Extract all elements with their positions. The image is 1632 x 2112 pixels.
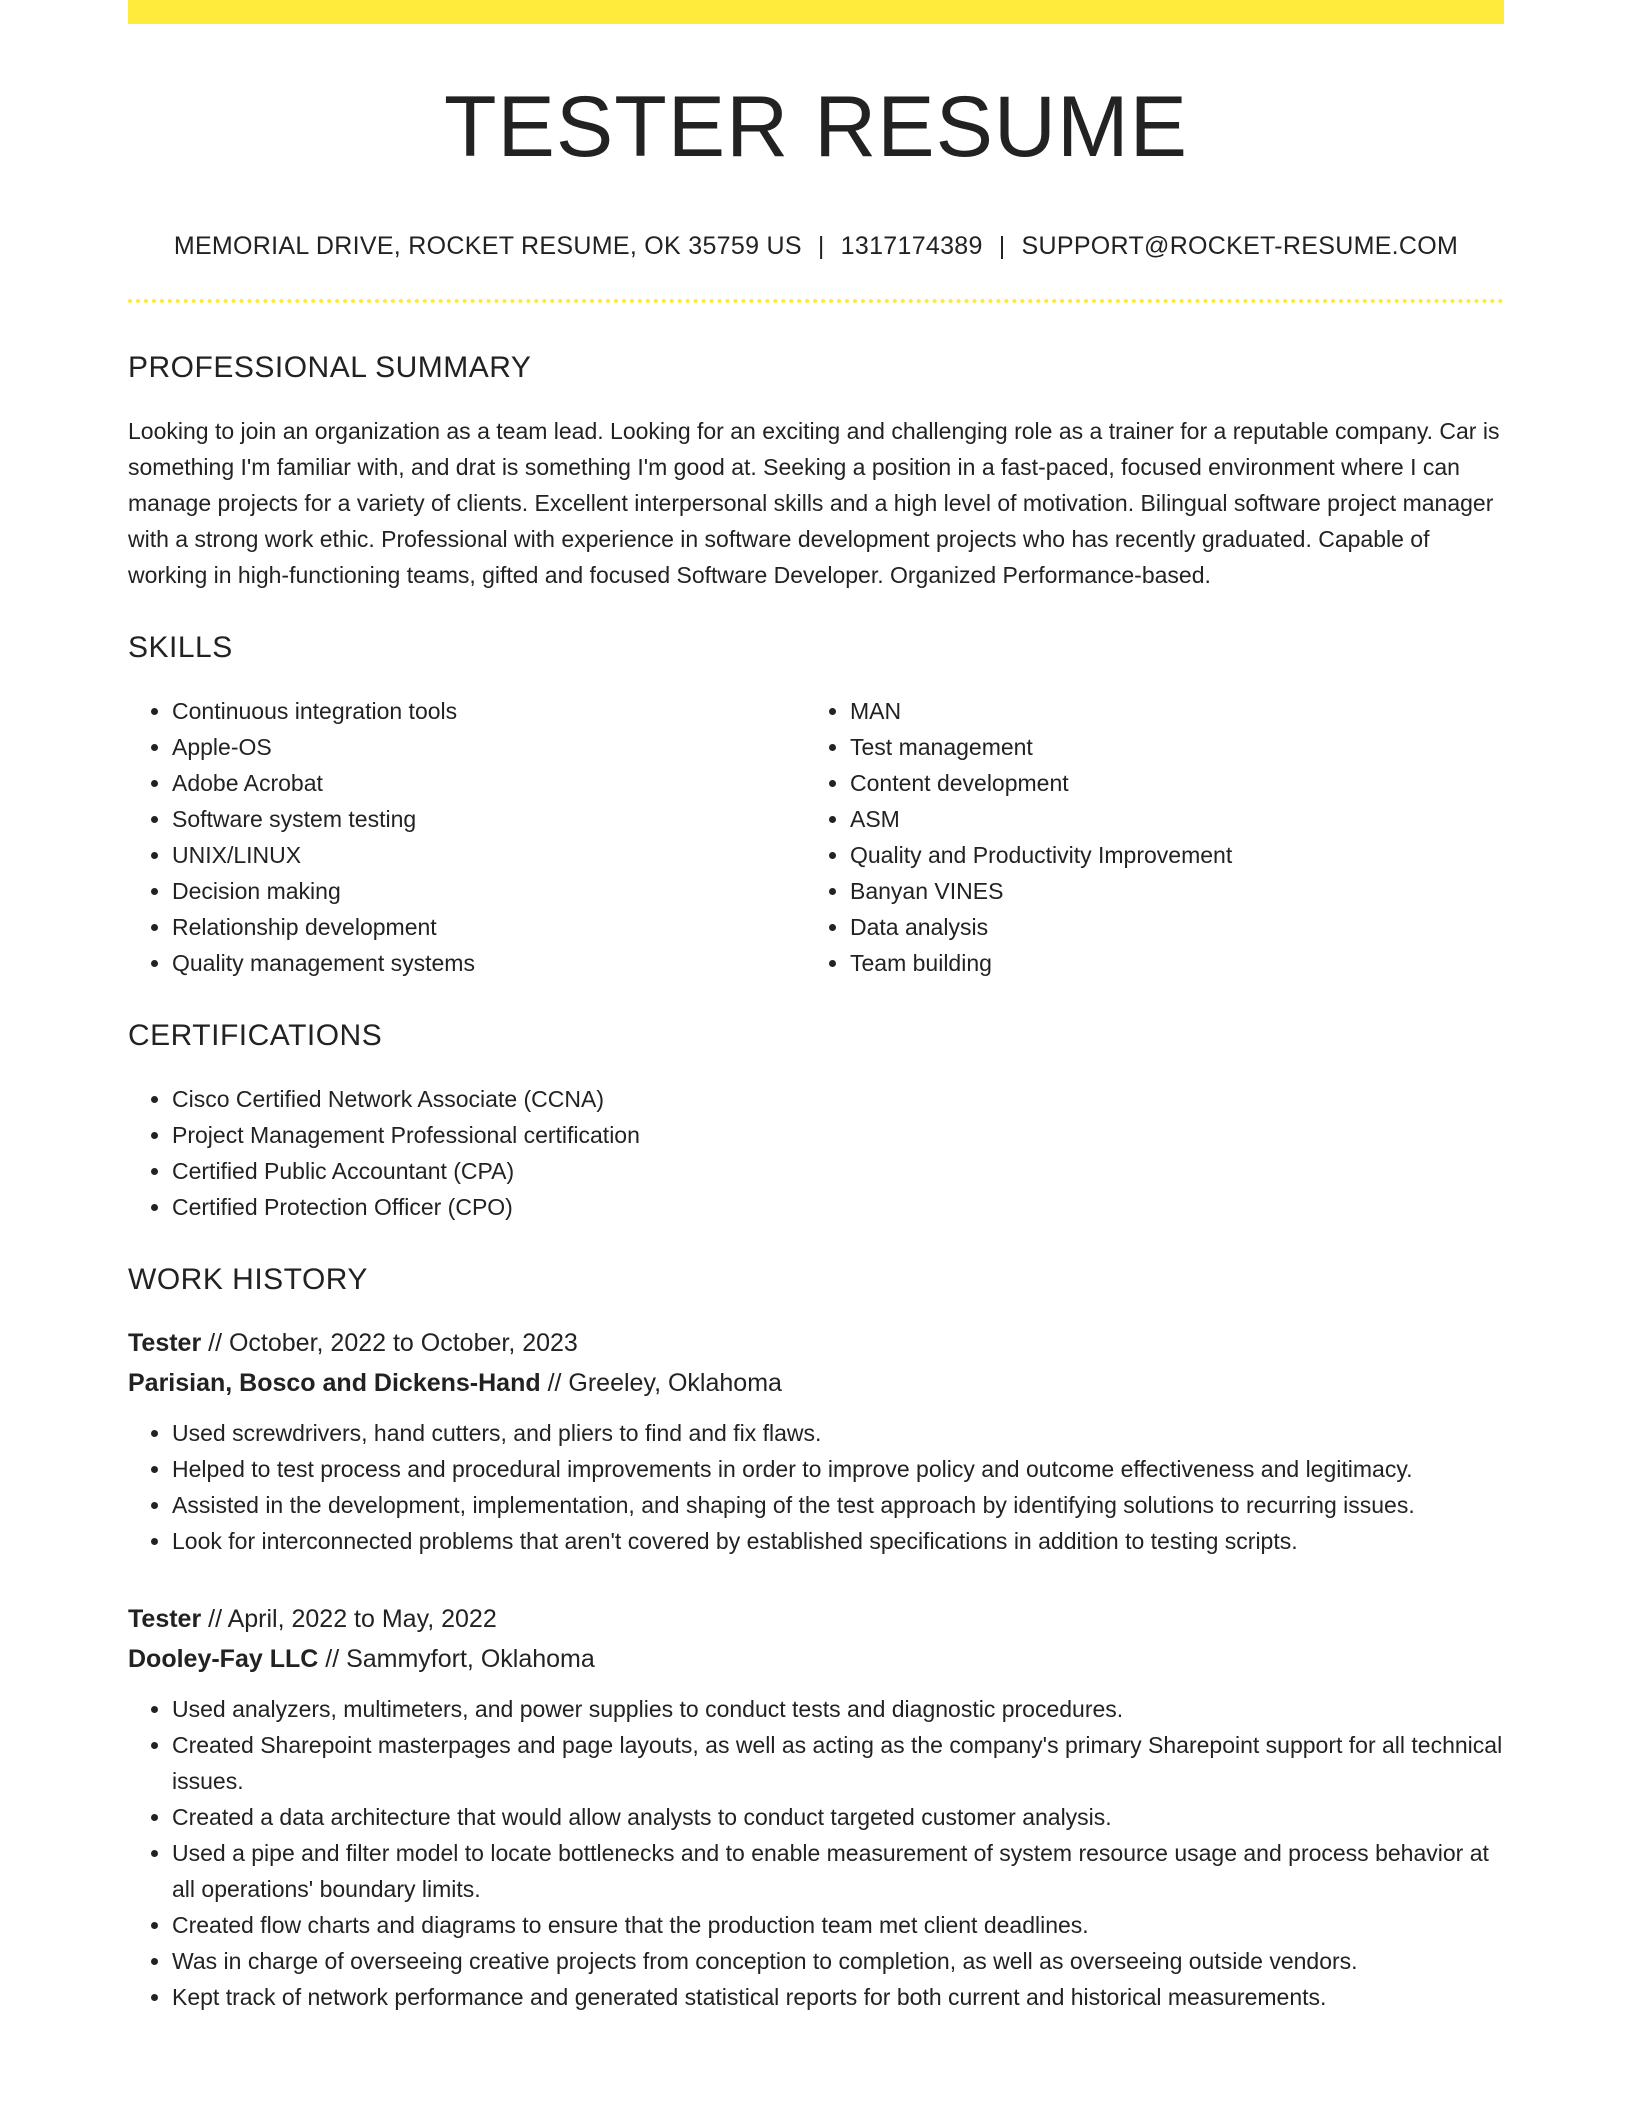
skill-item: • ASM xyxy=(850,801,1484,837)
job-bullet: • Was in charge of overseeing creative projects from conception to completion, as well as overseeing outside vendors. xyxy=(172,1943,1504,1979)
skill-item: • Apple-OS xyxy=(172,729,806,765)
skill-item: • Quality management systems xyxy=(172,945,806,981)
certifications-list xyxy=(128,1081,1504,1225)
skill-item: • Banyan VINES xyxy=(850,873,1484,909)
skill-item: • Software system testing xyxy=(172,801,806,837)
contact-separator: | xyxy=(998,232,1006,260)
skills-right-list xyxy=(806,693,1484,981)
certifications-heading: CERTIFICATIONS xyxy=(128,1019,383,1052)
email: SUPPORT@ROCKET-RESUME.COM xyxy=(1021,232,1459,260)
job-bullet: • Assisted in the development, implementation, and shaping of the test approach by identifying solutions to recurring issues. xyxy=(172,1487,1504,1523)
skill-item: • Adobe Acrobat xyxy=(172,765,806,801)
job-company-line xyxy=(128,1363,1504,1403)
top-accent-bar xyxy=(128,0,1504,24)
summary-text: Looking to join an organization as a team lead. Looking for an exciting and challenging role as a trainer for a reputable company. Car is something I'm familiar with, and drat is something I'm good at. Seeking a position in a fast-paced, focused environment where I can manage projects for a variety of clients. Excellent interpersonal skills and a high level of motivation. Bilingual software project manager with a strong work ethic. Professional with experience in software development projects who has recently graduated. Capable of working in high-functioning teams, gifted and focused Software Developer. Organized Performance-based. xyxy=(128,418,1500,588)
summary-heading: PROFESSIONAL SUMMARY xyxy=(128,351,532,384)
skills-columns xyxy=(128,693,1504,981)
job-entry xyxy=(128,1323,1504,1559)
job-location: // Sammyfort, Oklahoma xyxy=(318,1645,595,1673)
job-title-line xyxy=(128,1323,1504,1363)
job-bullet: • Created Sharepoint masterpages and page layouts, as well as acting as the company's primary Sharepoint support for all technical issues. xyxy=(172,1727,1504,1799)
skill-item: • Team building xyxy=(850,945,1484,981)
phone: 1317174389 xyxy=(840,232,983,260)
job-dates: // April, 2022 to May, 2022 xyxy=(201,1605,497,1633)
dotted-divider xyxy=(128,299,1504,303)
job-bullet: • Created a data architecture that would allow analysts to conduct targeted customer analysis. xyxy=(172,1799,1504,1835)
skill-item: • UNIX/LINUX xyxy=(172,837,806,873)
job-bullet: • Used analyzers, multimeters, and power supplies to conduct tests and diagnostic procedures. xyxy=(172,1691,1504,1727)
skill-item: • Continuous integration tools xyxy=(172,693,806,729)
certification-item: • Certified Protection Officer (CPO) xyxy=(172,1189,1504,1225)
job-company: Dooley-Fay LLC xyxy=(128,1645,319,1673)
skill-item: • Content development xyxy=(850,765,1484,801)
address: MEMORIAL DRIVE, ROCKET RESUME, OK 35759 US xyxy=(173,232,802,260)
contact-separator: | xyxy=(817,232,825,260)
skill-item: • MAN xyxy=(850,693,1484,729)
skills-left-list xyxy=(128,693,806,981)
job-bullets xyxy=(128,1415,1504,1559)
skill-item: • Data analysis xyxy=(850,909,1484,945)
skill-item: • Quality and Productivity Improvement xyxy=(850,837,1484,873)
job-bullet: • Used a pipe and filter model to locate bottlenecks and to enable measurement of system resource usage and process behavior at all operations' boundary limits. xyxy=(172,1835,1504,1907)
resume-title: TESTER RESUME xyxy=(443,79,1189,175)
job-bullet: • Helped to test process and procedural improvements in order to improve policy and outcome effectiveness and legitimacy. xyxy=(172,1451,1504,1487)
job-bullet: • Look for interconnected problems that aren't covered by established specifications in addition to testing scripts. xyxy=(172,1523,1504,1559)
certification-item: • Certified Public Accountant (CPA) xyxy=(172,1153,1504,1189)
job-bullet: • Created flow charts and diagrams to ensure that the production team met client deadlines. xyxy=(172,1907,1504,1943)
job-location: // Greeley, Oklahoma xyxy=(540,1369,782,1397)
job-bullet: • Kept track of network performance and generated statistical reports for both current and historical measurements. xyxy=(172,1979,1504,2015)
job-title: Tester xyxy=(128,1329,202,1357)
job-company: Parisian, Bosco and Dickens-Hand xyxy=(128,1369,541,1397)
job-company-line xyxy=(128,1639,1504,1679)
job-dates: // October, 2022 to October, 2023 xyxy=(201,1329,578,1357)
certification-item: • Project Management Professional certification xyxy=(172,1117,1504,1153)
certification-item: • Cisco Certified Network Associate (CCNA) xyxy=(172,1081,1504,1117)
skill-item: • Relationship development xyxy=(172,909,806,945)
contact-line xyxy=(128,232,1504,261)
job-title-line xyxy=(128,1599,1504,1639)
job-entry xyxy=(128,1599,1504,2015)
job-bullets xyxy=(128,1691,1504,2015)
skills-heading: SKILLS xyxy=(128,631,233,664)
skill-item: • Decision making xyxy=(172,873,806,909)
work-history-heading: WORK HISTORY xyxy=(128,1263,368,1296)
job-title: Tester xyxy=(128,1605,202,1633)
resume-page xyxy=(128,0,1504,2015)
job-bullet: • Used screwdrivers, hand cutters, and pliers to find and fix flaws. xyxy=(172,1415,1504,1451)
skill-item: • Test management xyxy=(850,729,1484,765)
